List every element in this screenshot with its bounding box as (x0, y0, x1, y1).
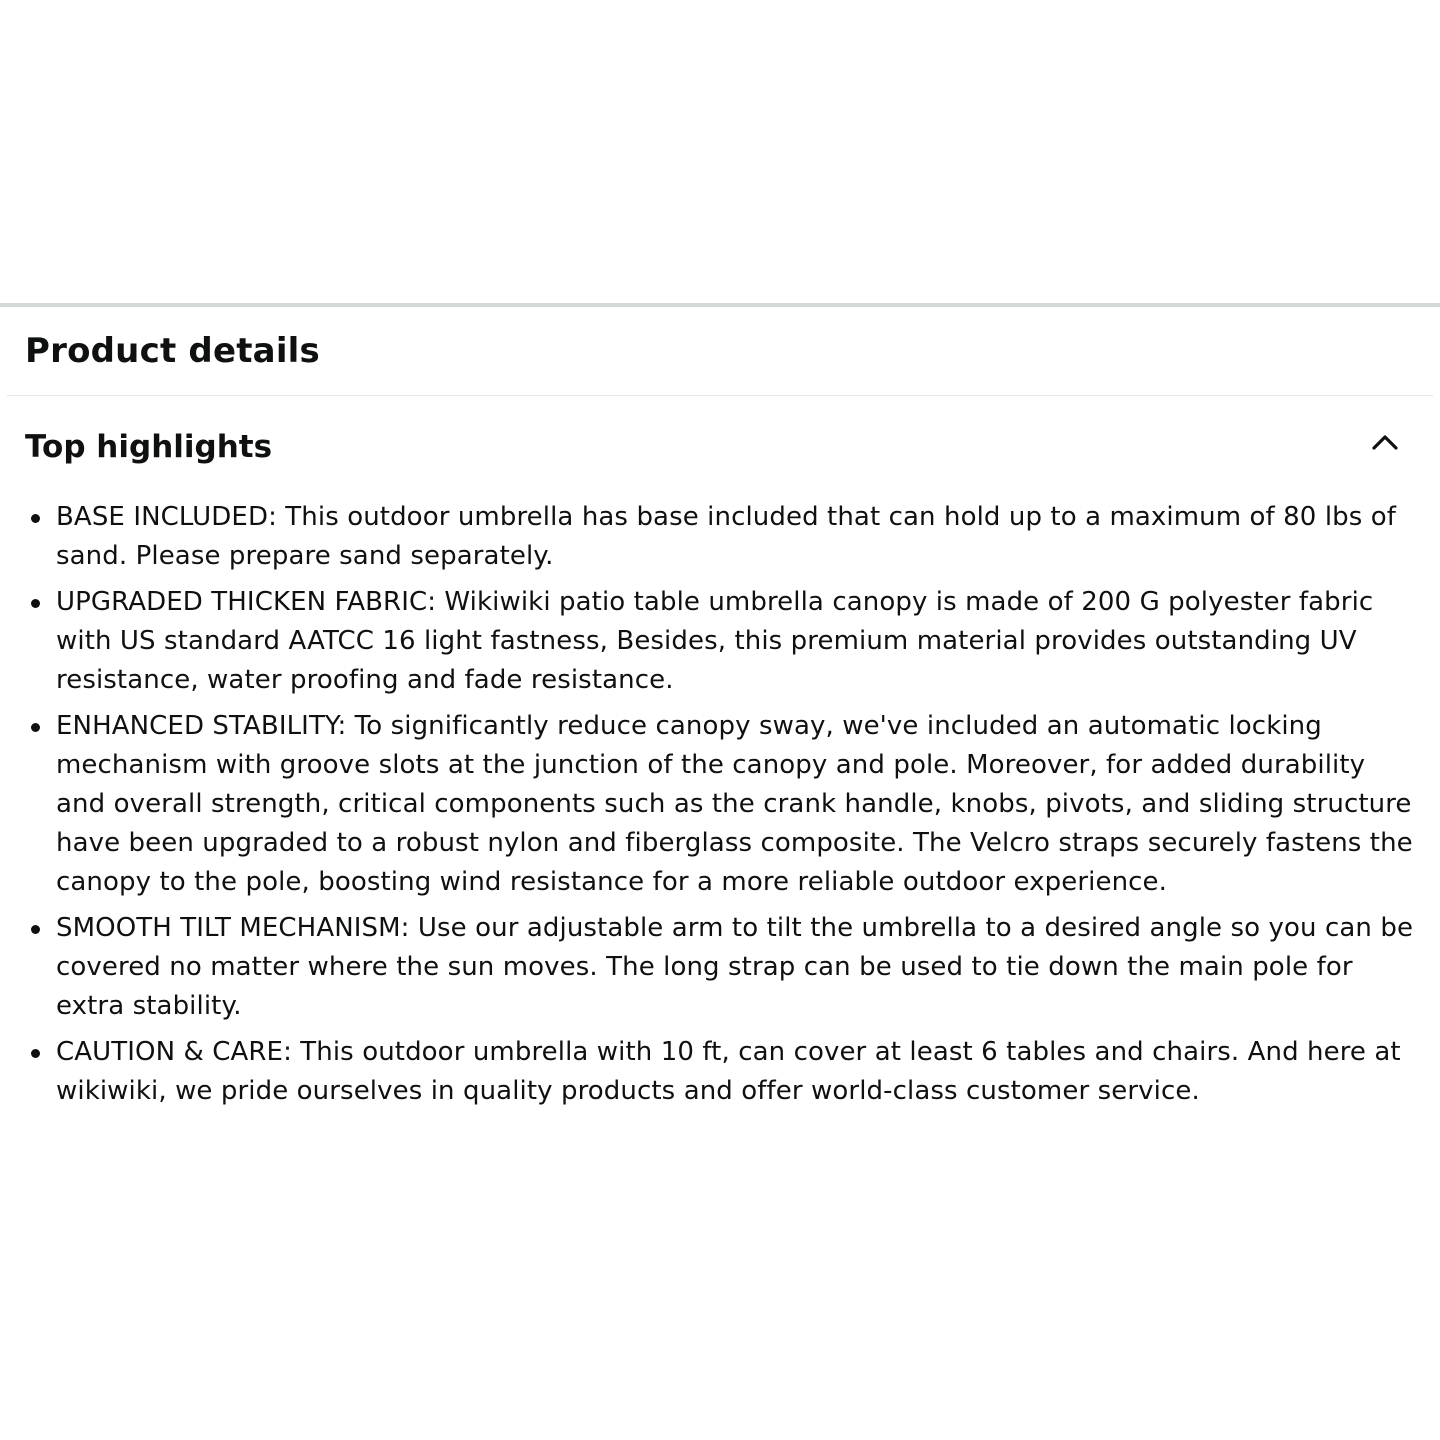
highlight-item-smooth-tilt: SMOOTH TILT MECHANISM: Use our adjustable arm to tilt the umbrella to a desired angle so you can be covered no matter where the sun moves. The long strap can be used to tie down the main pole for extra stability. (56, 909, 1420, 1026)
chevron-up-icon[interactable] (1370, 427, 1400, 457)
top-highlights-toggle[interactable] (0, 396, 1440, 498)
highlight-item-enhanced-stability: ENHANCED STABILITY: To significantly reduce canopy sway, we've included an automatic locking mechanism with groove slots at the junction of the canopy and pole. Moreover, for added durability and overall strength, critical components such as the crank handle, knobs, pivots, and sliding structure have been upgraded to a robust nylon and fiberglass composite. The Velcro straps securely fastens the canopy to the pole, boosting wind resistance for a more reliable outdoor experience. (56, 707, 1420, 902)
highlights-list (0, 498, 1440, 1111)
blank-area (0, 0, 1440, 303)
top-highlights-title: Top highlights (25, 428, 273, 465)
product-details-title: Product details (25, 331, 320, 371)
highlight-item-caution-care: CAUTION & CARE: This outdoor umbrella with 10 ft, can cover at least 6 tables and chairs. And here at wikiwiki, we pride ourselves in quality products and offer world-class customer service. (56, 1033, 1420, 1111)
highlight-item-upgraded-fabric: UPGRADED THICKEN FABRIC: Wikiwiki patio table umbrella canopy is made of 200 G polyester fabric with US standard AATCC 16 light fastness, Besides, this premium material provides outstanding UV resistance, water proofing and fade resistance. (56, 583, 1420, 700)
highlight-item-base-included: BASE INCLUDED: This outdoor umbrella has base included that can hold up to a maximum of 80 lbs of sand. Please prepare sand separately. (56, 498, 1420, 576)
product-details-header (7, 307, 1433, 396)
